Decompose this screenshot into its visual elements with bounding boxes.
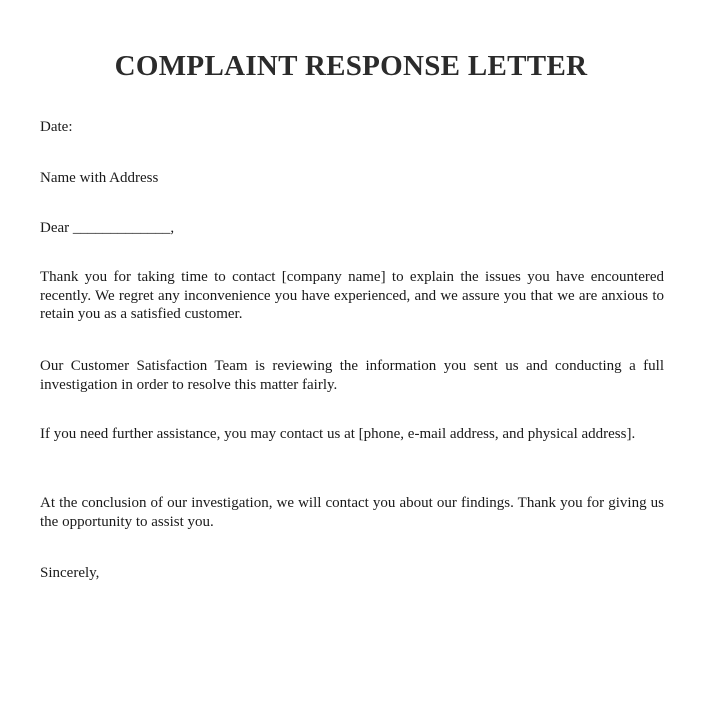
recipient-name-address: Name with Address: [40, 170, 159, 186]
closing: Sincerely,: [40, 565, 100, 581]
body-paragraph: Thank you for taking time to contact [company name] to explain the issues you have encountered recently. We regret any inconvenience you have experienced, and we assure you that we are anxious to retain you as a satisfied customer.: [40, 269, 664, 322]
salutation: Dear _____________,: [40, 220, 175, 236]
body-paragraph: If you need further assistance, you may contact us at [phone, e-mail address, and physical address].: [40, 426, 636, 442]
body-paragraph: Our Customer Satisfaction Team is reviewing the information you sent us and conducting a full investigation in order to resolve this matter fairly.: [40, 358, 664, 393]
body-paragraph: At the conclusion of our investigation, we will contact you about our findings. Thank you for giving us the opportunity to assist you.: [40, 495, 664, 530]
letter-title: COMPLAINT RESPONSE LETTER: [114, 50, 588, 82]
date-label: Date:: [40, 119, 73, 135]
